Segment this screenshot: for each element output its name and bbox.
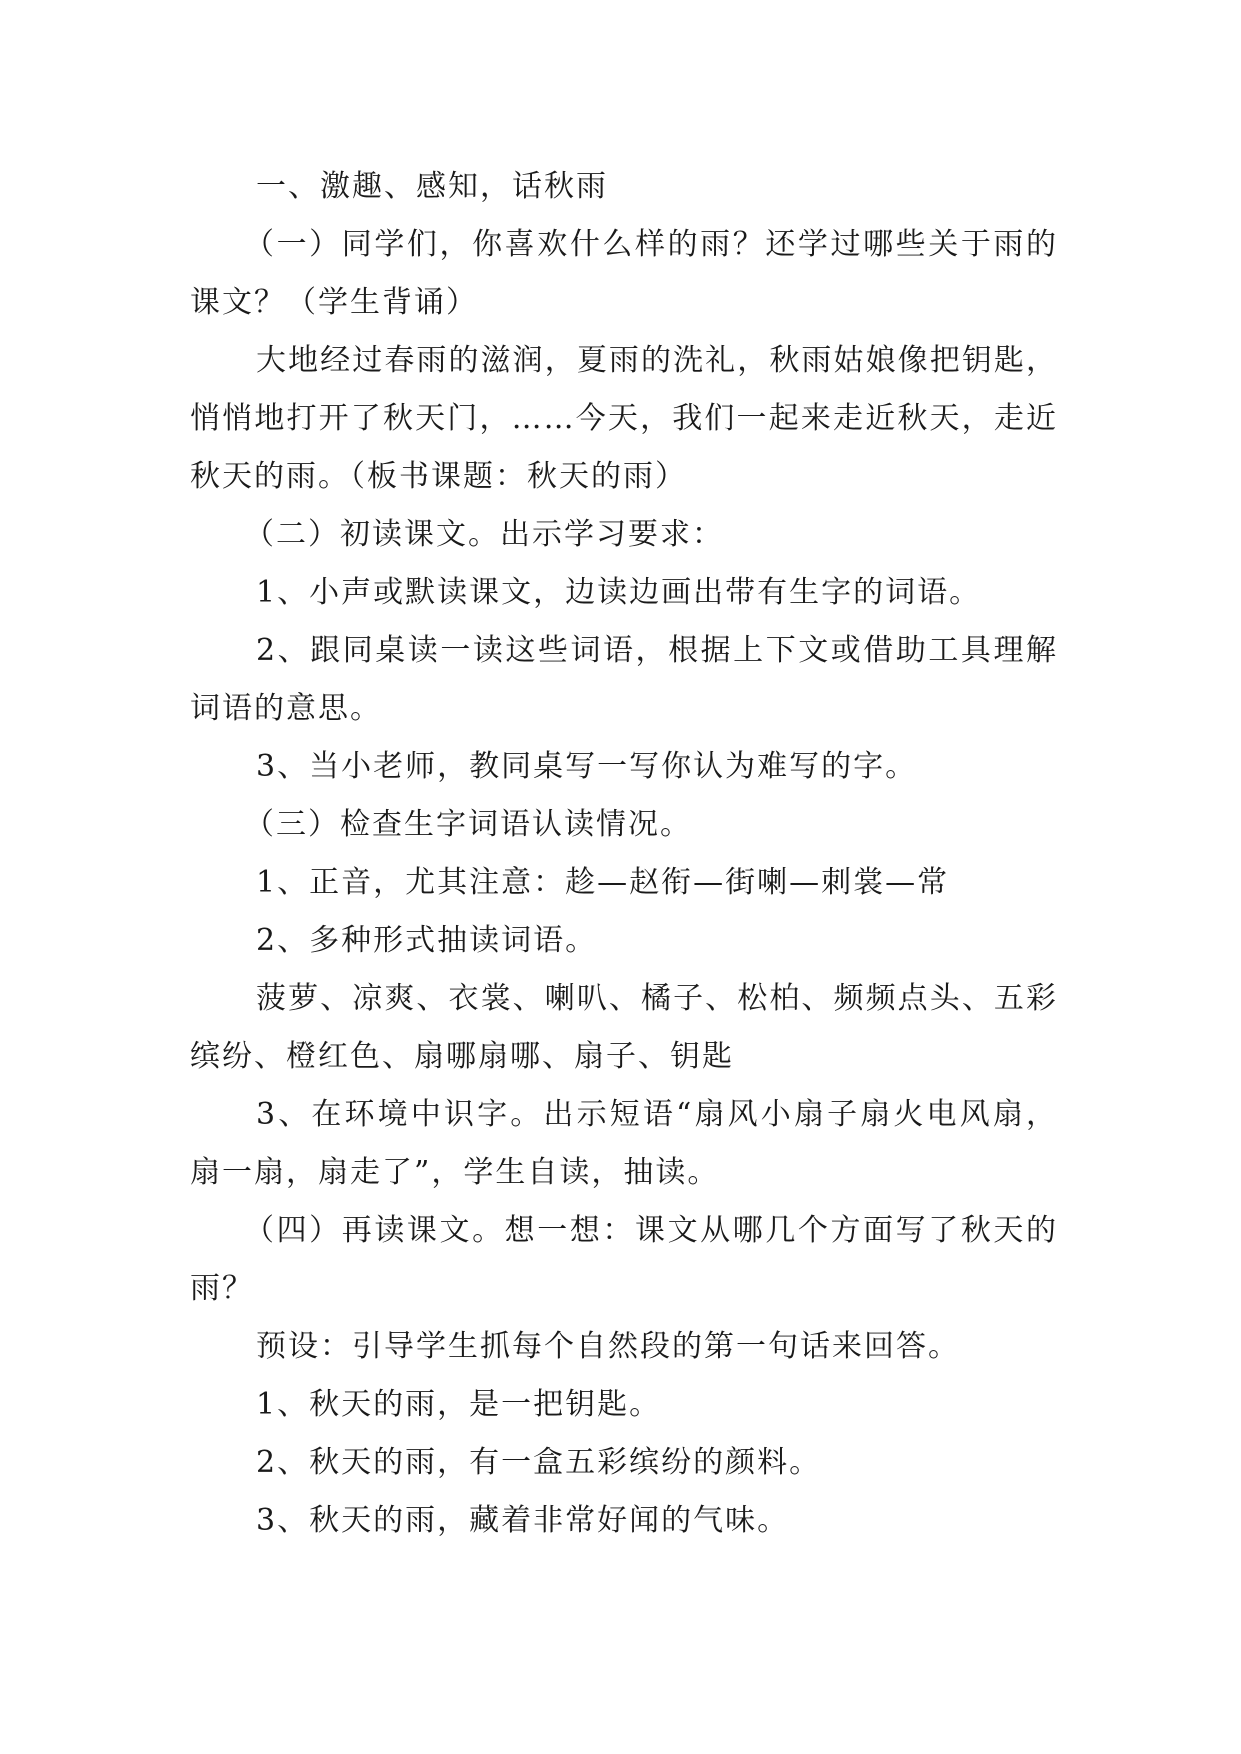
section-heading: 一、激趣、感知，话秋雨	[256, 169, 608, 204]
list-item: 2、跟同桌读一读这些词语，根据上下文或借助工具理解词语的意思。	[190, 633, 1058, 726]
list-item: 2、多种形式抽读词语。	[256, 923, 598, 958]
list-item: 3、当小老师，教同桌写一写你认为难写的字。	[256, 749, 918, 784]
paragraph: 菠萝、凉爽、衣裳、喇叭、橘子、松柏、频频点头、五彩缤纷、橙红色、扇哪扇哪、扇子、钥匙	[190, 981, 1058, 1074]
paragraph: 大地经过春雨的滋润，夏雨的洗礼，秋雨姑娘像把钥匙，悄悄地打开了秋天门，……今天，我们一起来走近秋天，走近秋天的雨。（板书课题：秋天的雨）	[190, 343, 1058, 494]
document-page	[190, 158, 1058, 1550]
paragraph: （四）再读课文。想一想：课文从哪几个方面写了秋天的雨？	[190, 1213, 1058, 1306]
list-item: 3、在环境中识字。出示短语“扇风小扇子扇火电风扇，扇一扇，扇走了”，学生自读，抽读。	[190, 1097, 1058, 1190]
list-item: 1、小声或默读课文，边读边画出带有生字的词语。	[256, 575, 982, 610]
list-item: 3、秋天的雨，藏着非常好闻的气味。	[256, 1503, 790, 1538]
list-item: 1、正音，尤其注意：趁—赵衔—街喇—刺裳—常	[256, 865, 950, 900]
paragraph: （一）同学们，你喜欢什么样的雨？还学过哪些关于雨的课文？（学生背诵）	[190, 227, 1058, 320]
paragraph: （三）检查生字词语认读情况。	[244, 807, 692, 842]
paragraph: 预设：引导学生抓每个自然段的第一句话来回答。	[256, 1329, 960, 1364]
list-item: 2、秋天的雨，有一盒五彩缤纷的颜料。	[256, 1445, 822, 1480]
paragraph: （二）初读课文。出示学习要求：	[244, 517, 724, 552]
list-item: 1、秋天的雨，是一把钥匙。	[256, 1387, 662, 1422]
